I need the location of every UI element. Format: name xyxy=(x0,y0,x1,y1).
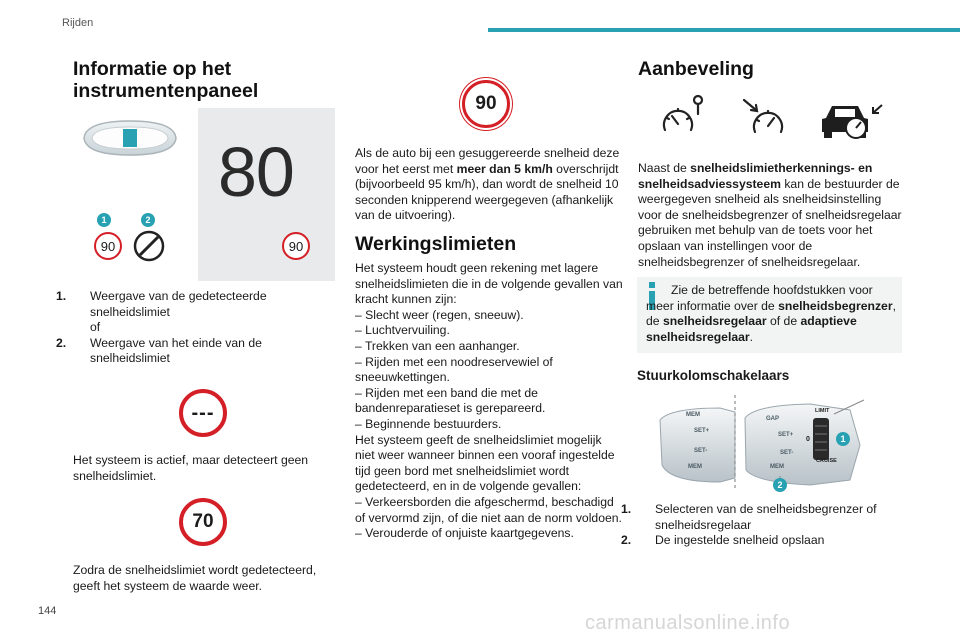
limits-item: – Rijden met een band die met de bandenreparatieset is gerepareerd. xyxy=(355,385,546,416)
stalk-legend-list xyxy=(621,502,903,549)
stalk-legend-item-1: 1. Selecteren van de snelheidsbegrenzer of snelheidsregelaar xyxy=(621,502,877,532)
stalk-label-set-minus-right: SET- xyxy=(780,450,794,456)
stalk-label-set-plus: SET+ xyxy=(694,428,710,434)
display-speed-value: 80 xyxy=(218,133,294,211)
page-number: 144 xyxy=(38,605,57,617)
paragraph-limit-detected: Zodra de snelheidslimiet wordt gedetecteerd, geeft het systeem de waarde weer. xyxy=(73,563,317,593)
callout-badge-stalk-2: 2 xyxy=(773,478,787,492)
heading-operating-limits: Werkingslimieten xyxy=(355,233,517,255)
stalk-label-zero: 0 xyxy=(806,436,810,443)
speed-limiter-icons xyxy=(660,92,885,142)
limits-item: – Verkeersborden die afgeschermd, beschadigd of vervormd zijn, of die niet aan de norm voldoen. xyxy=(355,494,622,525)
callout-badge-1: 1 xyxy=(97,213,111,227)
legend-item-or: of xyxy=(90,320,101,335)
speed-limit-sign-90: 90 xyxy=(462,80,510,128)
dashboard-illustration xyxy=(80,118,180,158)
paragraph-recommendation: Naast de snelheidslimietherkennings- en snelheidsadviessysteem kan de bestuurder de weergegeven snelheid als snelheidsinstelling voor de snelheidsbegrenzer of snelheidsregelaar gebruiken met behulp van de toets voor het opslaan van instellingen voor de snelheidsbegrenzer of snelheidsregelaar. xyxy=(638,161,902,269)
section-header: Rijden xyxy=(62,17,94,29)
limits-item: – Luchtvervuiling. xyxy=(355,323,450,338)
recommendation-icons xyxy=(660,92,885,142)
stalk-label-gap: GAP xyxy=(766,416,780,422)
stalk-label-mem: MEM xyxy=(686,412,700,418)
limits-item: – Verouderde of onjuiste kaartgegevens. xyxy=(355,526,574,541)
stalk-label-mem-2: MEM xyxy=(688,464,702,470)
subheading-steering-switches: Stuurkolomschakelaars xyxy=(637,368,790,383)
stalk-legend-item-2: 2. De ingestelde snelheid opslaan xyxy=(621,533,825,548)
header-accent-bar xyxy=(488,28,960,32)
speed-limit-sign-70: 70 xyxy=(179,498,227,546)
callout-badge-stalk-1: 1 xyxy=(836,432,850,446)
stalk-label-cruise: CRUISE xyxy=(816,458,837,464)
stalk-label-mem-right: MEM xyxy=(770,464,784,470)
limits-intro: Het systeem houdt geen rekening met lagere snelheidslimieten die in de volgende gevallen van kracht kunnen zijn: xyxy=(355,261,623,307)
limits-item: – Slecht weer (regen, sneeuw). xyxy=(355,307,524,322)
speed-limit-sign-small-right: 90 xyxy=(282,232,310,260)
end-of-limit-sign xyxy=(133,230,165,262)
legend-item-1: 1. Weergave van de gedetecteerde snelheidslimiet xyxy=(56,289,267,319)
limits-intro-2: Het systeem geeft de snelheidslimiet mogelijk niet weer wanneer binnen een vooraf ingestelde tijd geen bord met snelheidslimiet wordt gedetecteerd, en in de volgende gevallen: xyxy=(355,432,615,494)
legend-list xyxy=(56,289,313,367)
paragraph-overspeed: Als de auto bij een gesuggereerde snelheid deze voor het eerst met meer dan 5 km/h overschrijdt (bijvoorbeeld 95 km/h), dan wordt de snelheid 10 seconden knipperend weergegeven (afhankelijk van de uitvoering). xyxy=(355,146,620,223)
stalk-label-set-minus: SET- xyxy=(694,448,708,454)
callout-badge-2: 2 xyxy=(141,213,155,227)
stalk-label-set-plus-right: SET+ xyxy=(778,432,794,438)
stalk-label-limit: LIMIT xyxy=(815,408,830,414)
paragraph-no-limit: Het systeem is actief, maar detecteert geen snelheidslimiet. xyxy=(73,453,309,483)
legend-item-2: 2. Weergave van het einde van de snelheidslimiet xyxy=(56,335,262,366)
end-limit-icon xyxy=(133,230,165,262)
limits-item: – Trekken van een aanhanger. xyxy=(355,338,520,353)
heading-instrument-info: Informatie op het instrumentenpaneel xyxy=(73,58,259,102)
watermark: carmanualsonline.info xyxy=(585,612,791,634)
limits-item: – Beginnende bestuurders. xyxy=(355,416,502,431)
operating-limits-text xyxy=(355,261,623,542)
heading-recommendation: Aanbeveling xyxy=(638,58,754,80)
limits-item: – Rijden met een noodreservewiel of sneeuwkettingen. xyxy=(355,354,553,385)
info-text: Zie de betreffende hoofdstukken voor meer informatie over de snelheidsbegrenzer, de snelheidsregelaar of de adaptieve snelheidsregelaar. xyxy=(646,283,896,344)
dashboard-icon xyxy=(80,118,180,158)
speed-limit-sign-small: 90 xyxy=(94,232,122,260)
no-limit-detected-sign: --- xyxy=(179,389,227,437)
